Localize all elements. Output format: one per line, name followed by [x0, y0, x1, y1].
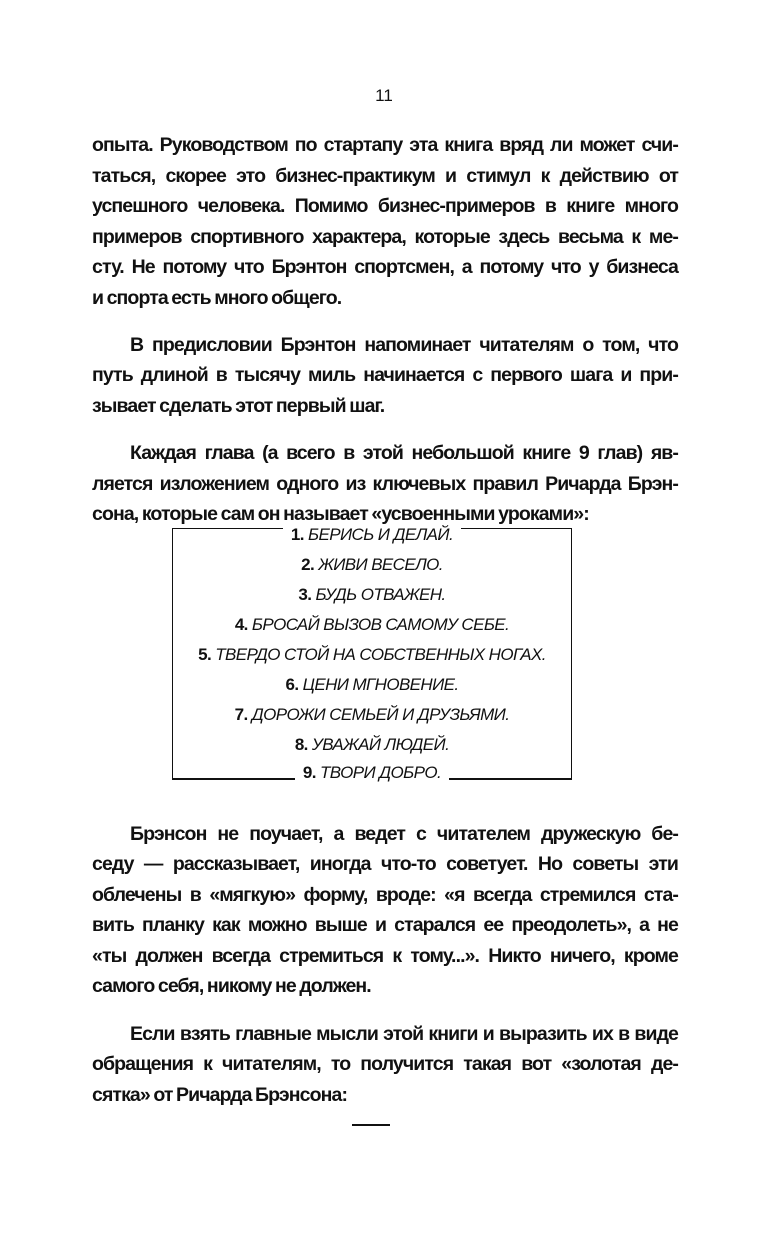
text-line: седу — рассказывает, иногда что-то советует. Но советы эти [92, 853, 678, 875]
text-line: сятка» от Ричарда Брэнсона: [92, 1084, 348, 1106]
lesson-text: ТВЕРДО СТОЙ НА СОБСТВЕННЫХ НОГАХ. [215, 645, 546, 664]
lesson-item [1, 554, 743, 576]
lesson-item [1, 644, 743, 666]
lesson-number: 3. [298, 585, 312, 604]
text-line: успешного человека. Помимо бизнес-примеров в книге много [92, 195, 678, 217]
lesson-number: 9. [302, 763, 316, 782]
lesson-text: ТВОРИ ДОБРО. [319, 763, 442, 782]
text-line: вить планку как можно выше и старался ее преодолеть», а не [92, 914, 678, 936]
text-line: Брэнсон не поучает, а ведет с читателем дружескую бе- [130, 823, 678, 845]
lesson-number: 8. [294, 735, 308, 754]
lesson-text: БЕРИСЬ И ДЕЛАЙ. [308, 525, 454, 544]
lesson-item [1, 584, 743, 606]
lesson-number: 4. [234, 615, 248, 634]
text-line: таться, скорее это бизнес-практикум и стимул к действию от [92, 165, 678, 187]
lessons-box [172, 525, 572, 782]
lesson-item [1, 704, 743, 726]
lesson-item [1, 614, 743, 636]
text-line: Каждая глава (а всего в этой небольшой книге 9 глав) яв- [130, 442, 678, 464]
text-line: «ты должен всегда стремиться к тому...». Никто ничего, кроме [92, 945, 678, 967]
text-line: В предисловии Брэнтон напоминает читателям о том, что [130, 334, 678, 356]
lesson-text: БРОСАЙ ВЫЗОВ САМОМУ СЕБЕ. [251, 615, 510, 634]
lesson-text: ДОРОЖИ СЕМЬЕЙ И ДРУЗЬЯМИ. [251, 705, 510, 724]
text-line: путь длиной в тысячу миль начинается с первого шага и при- [92, 364, 678, 386]
text-line: примеров спортивного характера, которые здесь весьма к ме- [92, 226, 678, 248]
lesson-item [1, 734, 743, 756]
lesson-item [1, 674, 743, 696]
text-line: облечены в «мягкую» форму, вроде: «я всегда стремился ста- [92, 884, 678, 906]
lesson-item [1, 524, 743, 546]
text-line: сона, которые сам он называет «усвоенными уроками»: [92, 503, 589, 525]
lesson-item [1, 762, 743, 784]
lesson-number: 5. [198, 645, 212, 664]
text-line: Если взять главные мысли этой книги и выразить их в виде [130, 1023, 678, 1045]
text-line: и спорта есть много общего. [92, 287, 342, 309]
lesson-text: БУДЬ ОТВАЖЕН. [315, 585, 446, 604]
lesson-text: ЖИВИ ВЕСЕЛО. [318, 555, 443, 574]
text-line: обращения к читателям, то получится такая вот «золотая де- [92, 1053, 678, 1075]
text-line: сту. Не потому что Брэнтон спортсмен, а потому что у бизнеса [92, 256, 678, 278]
text-line: самого себя, никому не должен. [92, 975, 371, 997]
page-number: 11 [375, 86, 393, 105]
section-divider [352, 1124, 390, 1126]
lesson-number: 7. [234, 705, 248, 724]
text-line: опыта. Руководством по стартапу эта книга вряд ли может счи- [92, 134, 678, 156]
lesson-text: ЦЕНИ МГНОВЕНИЕ. [302, 675, 459, 694]
lesson-number: 1. [290, 525, 304, 544]
text-line: зывает сделать этот первый шаг. [92, 395, 385, 417]
lesson-text: УВАЖАЙ ЛЮДЕЙ. [311, 735, 450, 754]
lesson-number: 6. [285, 675, 299, 694]
text-line: ляется изложением одного из ключевых правил Ричарда Брэн- [92, 473, 678, 495]
lesson-number: 2. [301, 555, 315, 574]
